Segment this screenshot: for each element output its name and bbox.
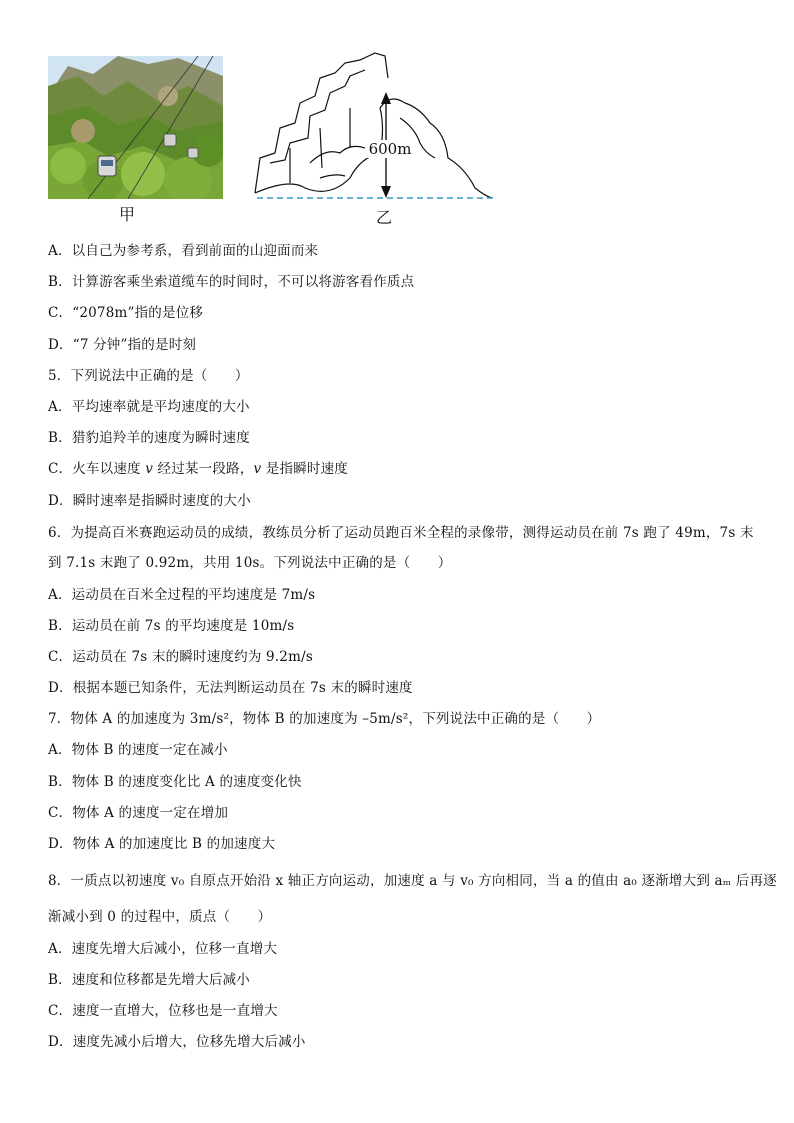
q5-stem: 5．下列说法中正确的是（ ）: [48, 368, 249, 384]
arrow-up-icon: [381, 92, 391, 104]
q5-option-b: B．猎豹追羚羊的速度为瞬时速度: [48, 430, 250, 446]
q5-option-d: D．瞬时速率是指瞬时速度的大小: [48, 493, 251, 509]
q8-stem-line1: 8．一质点以初速度 v₀ 自原点开始沿 x 轴正方向运动，加速度 a 与 v₀ 方向相同，当 a 的值由 a₀ 逐渐增大到 aₘ 后再逐: [48, 873, 777, 889]
q7-stem: 7．物体 A 的加速度为 3m/s²，物体 B 的加速度为 –5m/s²，下列说法中正确的是（ ）: [48, 711, 601, 727]
diagram-label: 乙: [376, 208, 393, 227]
q6-option-a: A．运动员在百米全过程的平均速度是 7m/s: [48, 587, 316, 603]
q7-option-b: B．物体 B 的速度变化比 A 的速度变化快: [48, 774, 302, 790]
q6-option-b: B．运动员在前 7s 的平均速度是 10m/s: [48, 618, 295, 634]
photo-label: 甲: [119, 205, 136, 224]
q4-option-c: C．“2078m”指的是位移: [48, 305, 204, 321]
q8-option-b: B．速度和位移都是先增大后减小: [48, 972, 250, 988]
q8-option-c: C．速度一直增大，位移也是一直增大: [48, 1003, 278, 1019]
q4-option-d: D．“7 分钟”指的是时刻: [48, 337, 197, 353]
q4-option-b: B．计算游客乘坐索道缆车的时间时，不可以将游客看作质点: [48, 274, 415, 290]
q6-stem-line1: 6．为提高百米赛跑运动员的成绩，教练员分析了运动员跑百米全程的录像带，测得运动员在前 7s 跑了 49m，7s 末: [48, 525, 754, 541]
arrow-down-icon: [381, 186, 391, 198]
height-label: 600m: [368, 140, 412, 158]
q8-option-d: D．速度先减小后增大，位移先增大后减小: [48, 1034, 306, 1050]
q6-option-d: D．根据本题已知条件，无法判断运动员在 7s 末的瞬时速度: [48, 680, 413, 696]
q6-option-c: C．运动员在 7s 末的瞬时速度约为 9.2m/s: [48, 649, 313, 665]
cable-car-photo: [48, 56, 223, 199]
mountain-photo-image: [48, 56, 223, 199]
q8-stem-line2: 渐减小到 0 的过程中，质点（ ）: [48, 909, 272, 925]
q5-option-c: C．火车以速度 v 经过某一段路，v 是指瞬时速度: [48, 461, 348, 477]
q7-option-d: D．物体 A 的加速度比 B 的加速度大: [48, 836, 276, 852]
q7-option-c: C．物体 A 的速度一定在增加: [48, 805, 229, 821]
q4-option-a: A．以自己为参考系，看到前面的山迎面而来: [48, 243, 319, 259]
q7-option-a: A．物体 B 的速度一定在减小: [48, 742, 228, 758]
mountain-diagram: [250, 48, 500, 228]
q5-option-a: A．平均速率就是平均速度的大小: [48, 399, 250, 415]
q8-option-a: A．速度先增大后减小，位移一直增大: [48, 941, 278, 957]
q6-stem-line2: 到 7.1s 末跑了 0.92m，共用 10s。下列说法中正确的是（ ）: [48, 555, 452, 571]
